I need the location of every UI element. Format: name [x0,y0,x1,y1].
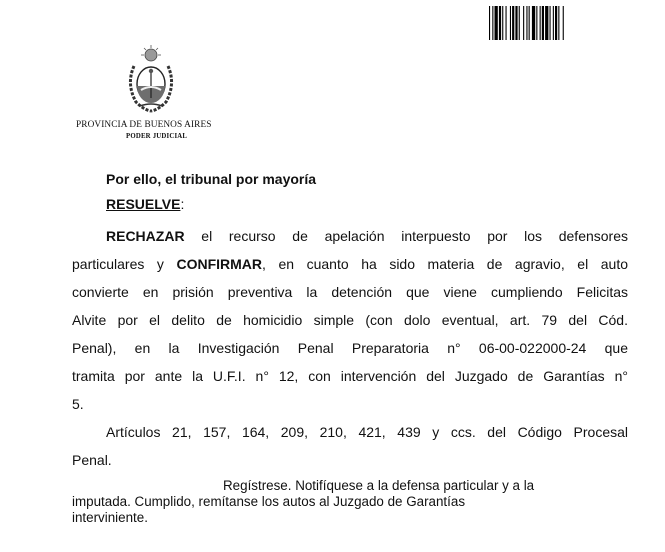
p3-line-1: Regístrese. Notifíquese a la defensa particular y a la [223,478,535,493]
p1-line-2-text-b: , en cuanto ha sido materia de agravio, el auto [262,256,628,272]
p2-line-1: Artículos 21, 157, 164, 209, 210, 421, 439 y ccs. del Código Procesal [106,424,628,440]
p3-line-3: interviniente. [72,510,148,525]
argentina-coat-of-arms-icon [120,44,182,114]
resuelve-colon: : [180,196,185,212]
p1-line-1-text: el recurso de apelación interpuesto por los defensores [201,228,629,244]
p1-line-5: Penal), en la Investigación Penal Preparatoria n° 06-00-022000-24 que [72,340,628,356]
confirmar-keyword: CONFIRMAR [176,256,263,272]
intro-line: Por ello, el tribunal por mayoría [106,171,317,187]
p3-line-2: imputada. Cumplido, remítanse los autos al Juzgado de Garantías [72,494,466,509]
resuelve-heading [106,196,184,212]
p1-line-6: tramita por ante la U.F.I. n° 12, con intervención del Juzgado de Garantías n° [72,368,628,384]
p1-line-4: Alvite por el delito de homicidio simple (con dolo eventual, art. 79 del Cód. [72,312,628,328]
p1-line-7: 5. [72,396,84,412]
p1-line-2-text-a: particulares y [72,256,164,272]
rechazar-keyword: RECHAZAR [106,228,185,244]
p1-line-3: convierte en prisión preventiva la detención que viene cumpliendo Felicitas [72,284,628,300]
p2-line-2: Penal. [72,452,112,468]
organization-name: PROVINCIA DE BUENOS AIRES [76,120,212,130]
barcode-icon [489,6,617,40]
p1-line-2 [72,256,628,272]
resuelve-label: RESUELVE [106,196,181,212]
p1-line-1 [106,228,628,244]
organization-subtitle: PODER JUDICIAL [126,133,188,140]
